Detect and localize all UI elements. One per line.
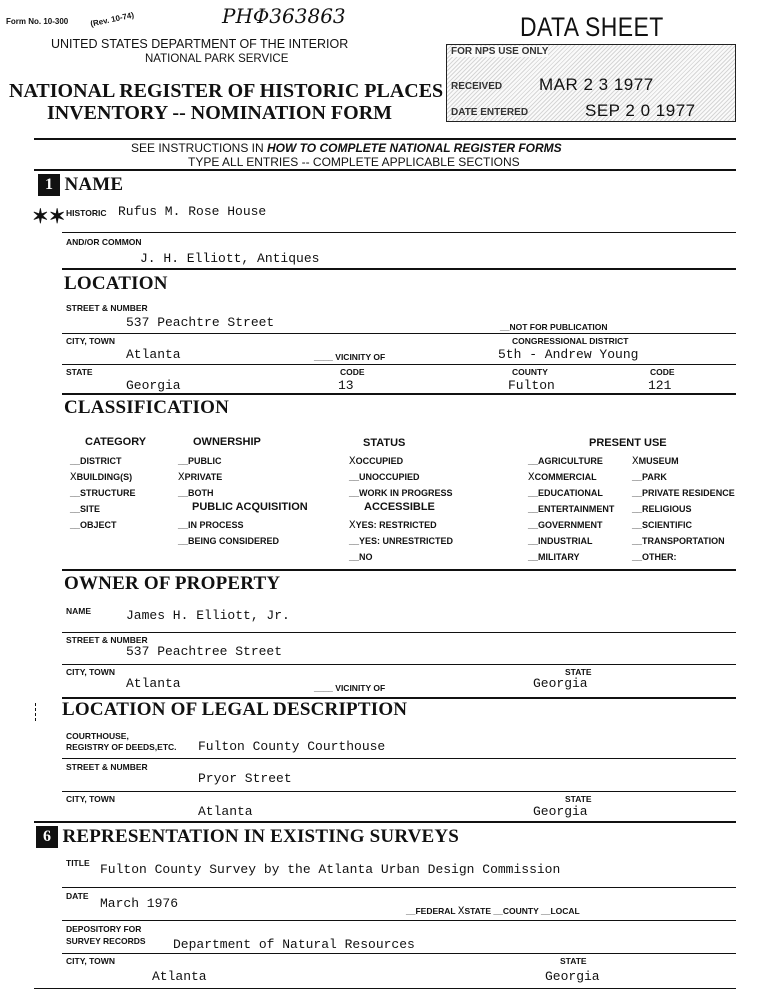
state-code-value: 13 xyxy=(338,378,354,393)
rule xyxy=(62,664,736,665)
category-buildings xyxy=(70,469,132,486)
section-number-badge: 1 xyxy=(38,174,60,196)
use-park: __PARK xyxy=(632,472,667,482)
use-transportation: __TRANSPORTATION xyxy=(632,536,725,546)
check-mark: X xyxy=(457,906,465,918)
category-object: __OBJECT xyxy=(70,520,117,530)
header-divider xyxy=(34,138,736,140)
owner-vicinity: ____ VICINITY OF xyxy=(314,683,386,693)
common-name-value: J. H. Elliott, Antiques xyxy=(140,251,320,266)
courthouse-value: Fulton County Courthouse xyxy=(198,739,386,754)
level-state: STATE xyxy=(464,906,492,916)
acquisition-considered: __BEING CONSIDERED xyxy=(178,536,280,546)
instructions-line1 xyxy=(131,141,562,155)
ownership-public: __PUBLIC xyxy=(178,456,222,466)
received-label: RECEIVED xyxy=(451,81,503,92)
check-mark: X xyxy=(632,456,639,468)
date-entered-label: DATE ENTERED xyxy=(451,107,529,118)
nps-use-box xyxy=(446,44,736,122)
owner-city-label: CITY, TOWN xyxy=(66,667,115,677)
owner-state-value: Georgia xyxy=(533,676,588,691)
use-government: __GOVERNMENT xyxy=(528,520,603,530)
survey-level-options xyxy=(406,906,580,918)
received-date-stamp: MAR 2 3 1977 xyxy=(539,75,654,94)
depository-value: Department of Natural Resources xyxy=(173,937,415,952)
status-work-in-progress: __WORK IN PROGRESS xyxy=(349,488,453,498)
use-educational: __EDUCATIONAL xyxy=(528,488,603,498)
legal-city-label: CITY, TOWN xyxy=(66,794,115,804)
state-label: STATE xyxy=(66,367,93,377)
category-head: CATEGORY xyxy=(85,436,147,448)
county-label: COUNTY xyxy=(512,367,548,377)
handwritten-reference: PHΦ363863 xyxy=(222,4,346,28)
vicinity-label: ____ VICINITY OF xyxy=(314,352,386,362)
survey-state-label: STATE xyxy=(560,956,587,966)
street-label: STREET & NUMBER xyxy=(66,303,148,313)
historic-name-value: Rufus M. Rose House xyxy=(118,204,267,219)
city-label: CITY, TOWN xyxy=(66,336,115,346)
check-mark: X xyxy=(528,472,535,484)
status-head: STATUS xyxy=(363,437,406,449)
department-name: UNITED STATES DEPARTMENT OF THE INTERIOR xyxy=(51,37,349,51)
legal-state-label: STATE xyxy=(565,794,592,804)
ownership-head: OWNERSHIP xyxy=(193,436,261,448)
form-title-line2: INVENTORY -- NOMINATION FORM xyxy=(47,102,393,124)
accessible-head: ACCESSIBLE xyxy=(364,501,435,513)
instructions-line2: TYPE ALL ENTRIES -- COMPLETE APPLICABLE SECTIONS xyxy=(188,155,520,169)
common-label: AND/OR COMMON xyxy=(66,237,142,247)
survey-title-label: TITLE xyxy=(66,858,90,868)
not-for-publication: __NOT FOR PUBLICATION xyxy=(500,322,608,332)
level-local: __LOCAL xyxy=(541,906,580,916)
ownership-private xyxy=(178,469,222,486)
use-agriculture: __AGRICULTURE xyxy=(528,456,603,466)
section-divider xyxy=(62,393,736,395)
category-site: __SITE xyxy=(70,504,101,514)
section-surveys-header xyxy=(36,826,459,848)
check-mark: X xyxy=(349,520,356,532)
survey-title-value: Fulton County Survey by the Atlanta Urban Design Commission xyxy=(100,862,561,877)
status-unoccupied: __UNOCCUPIED xyxy=(349,472,420,482)
survey-date-label: DATE xyxy=(66,891,89,901)
rule xyxy=(62,232,736,233)
street-value: 537 Peachtre Street xyxy=(126,315,275,330)
survey-state-value: Georgia xyxy=(545,969,600,984)
accessible-no: __NO xyxy=(349,552,373,562)
use-other: __OTHER: xyxy=(632,552,677,562)
section-legal-title: LOCATION OF LEGAL DESCRIPTION xyxy=(62,699,408,720)
code-label: CODE xyxy=(340,367,365,377)
rule xyxy=(62,758,736,759)
county-code-value: 121 xyxy=(648,378,672,393)
legal-street-label: STREET & NUMBER xyxy=(66,762,148,772)
owner-state-label: STATE xyxy=(565,667,592,677)
present-use-head: PRESENT USE xyxy=(589,437,667,449)
ownership-both: __BOTH xyxy=(178,488,214,498)
data-sheet-title: DATA SHEET xyxy=(520,12,664,42)
legal-city-value: Atlanta xyxy=(198,804,253,819)
acquisition-head: PUBLIC ACQUISITION xyxy=(192,501,308,513)
check-mark: X xyxy=(70,472,77,484)
level-county: __COUNTY xyxy=(493,906,539,916)
category-district: __DISTRICT xyxy=(70,456,122,466)
owner-name-label: NAME xyxy=(66,606,92,616)
use-scientific: __SCIENTIFIC xyxy=(632,520,693,530)
accessible-restricted xyxy=(349,517,437,534)
owner-city-value: Atlanta xyxy=(126,676,181,691)
rule xyxy=(62,791,736,792)
survey-city-label: CITY, TOWN xyxy=(66,956,115,966)
use-museum-label: MUSEUM xyxy=(638,456,679,466)
section-classification-title: CLASSIFICATION xyxy=(64,397,230,418)
category-buildings-label: BUILDING(S) xyxy=(76,472,133,482)
section-title: NAME xyxy=(64,174,124,195)
use-religious: __RELIGIOUS xyxy=(632,504,692,514)
entered-date-stamp: SEP 2 0 1977 xyxy=(585,101,696,120)
status-occupied xyxy=(349,453,403,470)
owner-street-value: 537 Peachtree Street xyxy=(126,644,283,659)
check-mark: X xyxy=(349,456,356,468)
section-number-badge: 6 xyxy=(36,826,58,848)
check-mark: X xyxy=(178,472,185,484)
acquisition-in-process: __IN PROCESS xyxy=(178,520,244,530)
use-commercial xyxy=(528,469,597,486)
courthouse-label1: COURTHOUSE, xyxy=(66,731,129,741)
use-commercial-label: COMMERCIAL xyxy=(534,472,597,482)
instructions-divider xyxy=(34,169,736,171)
owner-name-value: James H. Elliott, Jr. xyxy=(126,608,290,623)
section-owner-title: OWNER OF PROPERTY xyxy=(64,573,281,594)
section-divider xyxy=(62,569,736,571)
vicinity-text: VICINITY OF xyxy=(335,352,386,362)
county-value: Fulton xyxy=(508,378,555,393)
rule xyxy=(62,920,736,921)
owner-street-label: STREET & NUMBER xyxy=(66,635,148,645)
legal-street-value: Pryor Street xyxy=(198,771,292,786)
use-private-residence: __PRIVATE RESIDENCE xyxy=(632,488,735,498)
use-museum xyxy=(632,453,679,470)
margin-mark xyxy=(35,703,36,721)
rule xyxy=(62,887,736,888)
section-divider xyxy=(62,268,736,270)
service-name: NATIONAL PARK SERVICE xyxy=(145,53,289,65)
historic-label: HISTORIC xyxy=(66,208,107,218)
form-number: Form No. 10-300 xyxy=(6,17,69,26)
status-occupied-label: OCCUPIED xyxy=(355,456,404,466)
congressional-value: 5th - Andrew Young xyxy=(498,347,639,362)
city-value: Atlanta xyxy=(126,347,181,362)
ownership-private-label: PRIVATE xyxy=(184,472,223,482)
nps-use-label: FOR NPS USE ONLY xyxy=(451,46,549,57)
section-surveys-title: REPRESENTATION IN EXISTING SURVEYS xyxy=(62,826,460,847)
congressional-label: CONGRESSIONAL DISTRICT xyxy=(512,336,629,346)
survey-date-value: March 1976 xyxy=(100,896,179,911)
rule xyxy=(34,988,736,989)
asterisk-mark-icon: ✶✶ xyxy=(32,206,66,228)
section-divider xyxy=(34,821,736,823)
category-structure: __STRUCTURE xyxy=(70,488,136,498)
depository-label1: DEPOSITORY FOR xyxy=(66,924,142,934)
form-revision: (Rev. 10-74) xyxy=(89,10,135,29)
instructions-emphasis: HOW TO COMPLETE NATIONAL REGISTER FORMS xyxy=(267,141,562,155)
rule xyxy=(62,364,736,365)
rule xyxy=(62,632,736,633)
survey-city-value: Atlanta xyxy=(152,969,207,984)
section-location-title: LOCATION xyxy=(64,273,168,294)
instructions-text: SEE INSTRUCTIONS IN xyxy=(131,141,268,155)
accessible-restricted-label: YES: RESTRICTED xyxy=(355,520,437,530)
level-federal: __FEDERAL xyxy=(406,906,456,916)
use-industrial: __INDUSTRIAL xyxy=(528,536,593,546)
use-entertainment: __ENTERTAINMENT xyxy=(528,504,615,514)
county-code-label: CODE xyxy=(650,367,675,377)
accessible-unrestricted: __YES: UNRESTRICTED xyxy=(349,536,454,546)
rule xyxy=(62,953,736,954)
section-name-header xyxy=(38,174,123,196)
legal-state-value: Georgia xyxy=(533,804,588,819)
depository-label2: SURVEY RECORDS xyxy=(66,936,146,946)
rule xyxy=(62,333,736,334)
state-value: Georgia xyxy=(126,378,181,393)
form-title-line1: NATIONAL REGISTER OF HISTORIC PLACES xyxy=(9,80,444,102)
owner-vicinity-text: VICINITY OF xyxy=(335,683,386,693)
courthouse-label2: REGISTRY OF DEEDS,ETC. xyxy=(66,742,177,752)
use-military: __MILITARY xyxy=(528,552,580,562)
